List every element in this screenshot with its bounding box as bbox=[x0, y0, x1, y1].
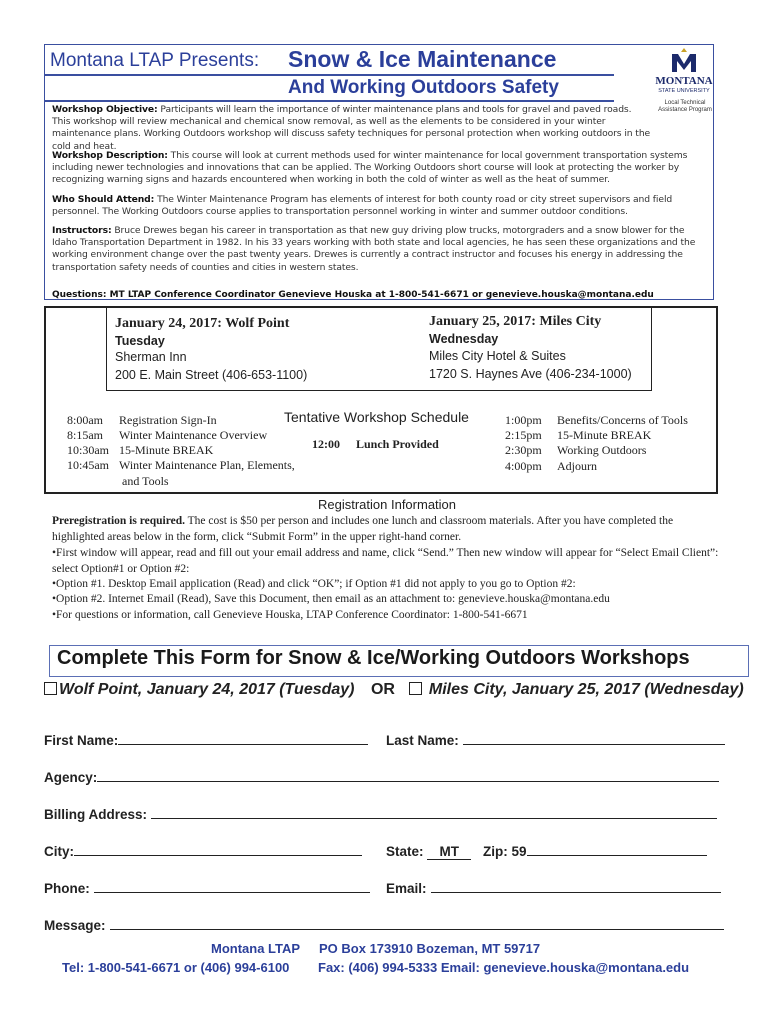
location-2-venue: Miles City Hotel & Suites bbox=[429, 349, 566, 363]
objective-text: Participants will learn the importance of winter maintenance plans and tools for gravel and paved roads. This workshop will review mechanical and chemical snow removal, as well as the elements to be considered in your winter maintenance plans. Working Outdoors workshop will discuss safety techniques for personal protection when working outdoors in the cold and heat. bbox=[52, 104, 651, 152]
or-label: OR bbox=[370, 681, 395, 698]
objective-label: Workshop Objective: bbox=[52, 104, 158, 115]
schedule-time: 8:00am bbox=[67, 413, 103, 427]
phone-label: Phone: bbox=[44, 881, 90, 896]
schedule-row bbox=[505, 443, 646, 458]
location-1-address: 200 E. Main Street (406-653-1100) bbox=[115, 368, 308, 382]
ltap-tagline: Local Technical Assistance Program bbox=[658, 100, 712, 113]
footer-tel: Tel: 1-800-541-6671 or (406) 994-6100 bbox=[62, 960, 290, 975]
first-name-label: First Name: bbox=[44, 733, 119, 748]
location-1-venue: Sherman Inn bbox=[115, 350, 187, 364]
schedule-time: 8:15am bbox=[67, 428, 103, 442]
miles-city-checkbox[interactable] bbox=[409, 682, 422, 695]
lunch-item: Lunch Provided bbox=[356, 437, 439, 451]
last-name-row bbox=[386, 733, 725, 748]
phone-field[interactable] bbox=[94, 892, 370, 893]
prereq-text: The cost is $50 per person and includes one lunch and classroom materials. After you have completed the highlighted areas below in the form, click “Submit Form” in the upper right-hand corner. bbox=[52, 515, 674, 543]
attend-text: The Winter Maintenance Program has elements of interest for both county road or city street supervisors and field personnel. The Working Outdoors course applies to transportation personnel working in winter and summer outdoor conditions. bbox=[52, 194, 673, 218]
schedule-item: Registration Sign-In bbox=[119, 413, 217, 427]
form-title: Complete This Form for Snow & Ice/Working Outdoors Workshops bbox=[57, 647, 690, 669]
logo-name: MONTANA bbox=[655, 75, 713, 87]
presents-label: Montana LTAP Presents: bbox=[50, 50, 260, 71]
schedule-time: 1:00pm bbox=[505, 413, 542, 427]
footer-address: PO Box 173910 Bozeman, MT 59717 bbox=[319, 941, 541, 956]
schedule-row bbox=[67, 458, 295, 473]
schedule-title: Tentative Workshop Schedule bbox=[284, 409, 469, 425]
description-label: Workshop Description: bbox=[52, 150, 168, 161]
agency-row bbox=[44, 770, 719, 785]
first-name-field[interactable] bbox=[118, 744, 368, 745]
agency-field[interactable] bbox=[97, 781, 719, 782]
state-field[interactable]: MT bbox=[427, 844, 471, 860]
message-field[interactable] bbox=[110, 929, 724, 930]
location-1-date: January 24, 2017: Wolf Point bbox=[115, 316, 290, 331]
schedule-row bbox=[67, 413, 217, 428]
state-label: State: bbox=[386, 844, 428, 859]
registration-prereq bbox=[52, 514, 722, 545]
schedule-item: 15-Minute BREAK bbox=[557, 428, 652, 442]
title-line-2: And Working Outdoors Safety bbox=[288, 77, 559, 98]
schedule-item: Adjourn bbox=[557, 459, 597, 473]
registration-bullet-4: •For questions or information, call Genevieve Houska, LTAP Conference Coordinator: 1-800-541-6671 bbox=[52, 609, 528, 621]
schedule-time: 2:15pm bbox=[505, 428, 542, 442]
attend-label: Who Should Attend: bbox=[52, 194, 155, 205]
schedule-row bbox=[67, 428, 267, 443]
location-2-day: Wednesday bbox=[429, 332, 499, 346]
session-options bbox=[44, 681, 744, 699]
schedule-row bbox=[505, 413, 688, 428]
schedule-time: 2:30pm bbox=[505, 443, 542, 457]
schedule-item: 15-Minute BREAK bbox=[119, 443, 214, 457]
objective-paragraph bbox=[52, 104, 652, 153]
registration-bullet-2: •Option #1. Desktop Email application (Read) and click “OK”; if Option #1 did not apply to you go to Option #2: bbox=[52, 578, 576, 590]
schedule-row bbox=[505, 428, 651, 443]
location-2-address: 1720 S. Haynes Ave (406-234-1000) bbox=[429, 367, 632, 381]
first-name-row bbox=[44, 733, 368, 748]
email-field[interactable] bbox=[431, 892, 721, 893]
location-1-day: Tuesday bbox=[115, 334, 165, 348]
title-rule bbox=[44, 74, 614, 76]
email-label: Email: bbox=[386, 881, 427, 896]
billing-label: Billing Address: bbox=[44, 807, 148, 822]
agency-label: Agency: bbox=[44, 770, 98, 785]
msu-logo-icon bbox=[668, 48, 700, 74]
billing-field[interactable] bbox=[151, 818, 717, 819]
zip-field[interactable] bbox=[527, 855, 707, 856]
schedule-item: Winter Maintenance Plan, Elements, bbox=[119, 458, 295, 472]
state-zip-row bbox=[386, 844, 707, 860]
last-name-label: Last Name: bbox=[386, 733, 459, 748]
schedule-time: 4:00pm bbox=[505, 459, 542, 473]
schedule-item: Benefits/Concerns of Tools bbox=[557, 413, 688, 427]
title-line-1: Snow & Ice Maintenance bbox=[288, 46, 557, 72]
wolf-point-option-label: Wolf Point, January 24, 2017 (Tuesday) bbox=[59, 681, 355, 698]
schedule-row bbox=[67, 443, 213, 458]
billing-row bbox=[44, 807, 717, 822]
description-paragraph bbox=[52, 150, 712, 187]
last-name-field[interactable] bbox=[463, 744, 725, 745]
schedule-time: 10:45am bbox=[67, 458, 109, 472]
zip-label: Zip: 59 bbox=[483, 844, 527, 859]
message-label: Message: bbox=[44, 918, 106, 933]
registration-bullet-1: •First window will appear, read and fill out your email address and name, click “Send.” Then new window will appear for “Select Email Client”: select Option#1 or Option #2: bbox=[52, 547, 719, 575]
schedule-time: 10:30am bbox=[67, 443, 109, 457]
schedule-row bbox=[505, 459, 597, 474]
logo-sub: STATE UNIVERSITY bbox=[658, 88, 710, 94]
city-field[interactable] bbox=[74, 855, 362, 856]
schedule-continuation: and Tools bbox=[122, 474, 169, 488]
schedule-item: Winter Maintenance Overview bbox=[119, 428, 268, 442]
city-label: City: bbox=[44, 844, 74, 859]
attend-paragraph bbox=[52, 194, 712, 218]
prereq-label: Preregistration is required. bbox=[52, 515, 185, 527]
email-row bbox=[386, 881, 721, 896]
registration-bullet-3: •Option #2. Internet Email (Read), Save this Document, then email as an attachment to: genevieve.houska@montana.edu bbox=[52, 593, 610, 605]
registration-title: Registration Information bbox=[318, 497, 457, 512]
message-row bbox=[44, 918, 724, 933]
location-2-date: January 25, 2017: Miles City bbox=[429, 314, 602, 329]
miles-city-option-label: Miles City, January 25, 2017 (Wednesday) bbox=[424, 681, 744, 698]
footer-org: Montana LTAP bbox=[211, 941, 301, 956]
lunch-time: 12:00 bbox=[312, 437, 340, 451]
questions-line: Questions: MT LTAP Conference Coordinator Genevieve Houska at 1-800-541-6671 or genevieve.houska@montana.edu bbox=[52, 290, 654, 300]
phone-row bbox=[44, 881, 370, 896]
footer-fax-email: Fax: (406) 994-5333 Email: genevieve.houska@montana.edu bbox=[318, 960, 690, 975]
description-text: This course will look at current methods used for winter maintenance for local government transportation systems including newer technologies and innovations that can be applied. The Working Outdoors short course will look at protecting the worker by recognizing warning signs and hazards encountered when working in both the cold of winter as well as the heat of summer. bbox=[52, 150, 688, 186]
title-rule-2 bbox=[44, 100, 614, 102]
schedule-item: Working Outdoors bbox=[557, 443, 647, 457]
instructors-text: Bruce Drewes began his career in transportation as that new guy driving plow trucks, motorgraders and a snow blower for the Idaho Transportation Department in 1982. In his 33 years working with both state and local agencies, he has seen these organizations and the working environment change over the past twenty years. Drewes is currently a contract instructor and focuses his energy in addressing the transportation safety needs of counties and cities in western states. bbox=[52, 225, 696, 273]
instructors-paragraph bbox=[52, 225, 712, 274]
lunch-row bbox=[312, 437, 439, 452]
city-row bbox=[44, 844, 362, 859]
wolf-point-checkbox[interactable] bbox=[44, 682, 57, 695]
instructors-label: Instructors: bbox=[52, 225, 112, 236]
